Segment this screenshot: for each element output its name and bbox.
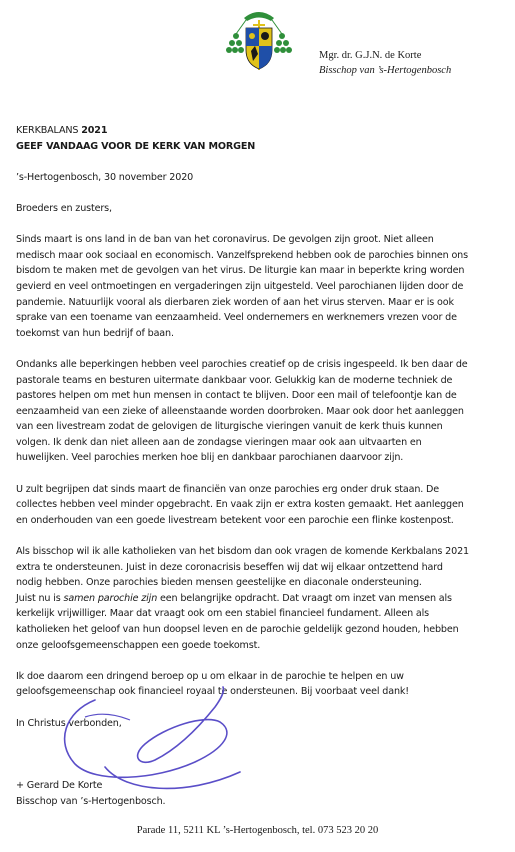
paragraph-line: Sinds maart is ons land in de ban van het coronavirus. De gevolgen zijn groot. Niet alleen [16,234,434,246]
paragraph-line: Als bisschop wil ik alle katholieken van het bisdom dan ook vragen de komende Kerkbalans 2021 [16,546,469,558]
paragraph-line: en onderhouden van een goede livestream betekent voor een parochie een flinke kostenpost. [16,514,454,526]
sender-name: Mgr. dr. G.J.N. de Korte [319,50,422,61]
paragraph-line: pastorale teams en besturen uitermate dankbaar voor. Gelukkig kan de moderne techniek de [16,374,453,386]
paragraph-line: Juist nu is samen parochie zijn een belangrijke opdracht. Dat vraagt om inzet van mensen als [16,592,452,604]
sender-title: Bisschop van ’s-Hertogenbosch [319,65,452,76]
paragraph-line: geloofsgemeenschap ook financieel royaal te ondersteunen. Bij voorbaat veel dank! [16,686,409,698]
paragraph-2 [16,357,506,466]
paragraph-line: medisch maar ook sociaal en economisch. Vanzelfsprekend hebben ook de parochies binnen ons [16,249,468,261]
episcopal-coat-of-arms-icon [222,6,296,78]
place-date: ’s-Hertogenbosch, 30 november 2020 [16,171,194,183]
paragraph-line: onze geloofsgemeenschappen een goede toekomst. [16,639,261,651]
paragraph-line: U zult begrijpen dat sinds maart de financiën van onze parochies erg onder druk staan. De [16,483,440,495]
footer-address: Parade 11, 5211 KL ’s-Hertogenbosch, tel. 073 523 20 20 [136,825,379,836]
paragraph-line: Ik doe daarom een dringend beroep op u om elkaar in de parochie te helpen en uw [16,670,404,682]
salutation: Broeders en zusters, [16,202,112,214]
campaign-title: KERKBALANS 2021 [16,125,108,136]
paragraph-line: bisdom te maken met de gevolgen van het virus. De liturgie kan maar in beperkte kring worden [16,265,465,277]
closing: In Christus verbonden, [16,717,122,729]
paragraph-line: collectes hebben veel minder opgebracht. En vaak zijn er extra kosten gemaakt. Het aanleggen [16,499,464,511]
handwritten-signature-icon [45,672,255,802]
paragraph-line: extra te ondersteunen. Juist in deze coronacrisis beseffen wij dat wij elkaar ontzettend hard [16,561,443,573]
campaign-subtitle: GEEF VANDAAG VOOR DE KERK VAN MORGEN [16,140,256,152]
paragraph-line: gevierd en veel ontmoetingen en vergaderingen zijn uitgesteld. Veel parochianen lijden door de [16,280,464,292]
paragraph-line: sprake van een toename van eenzaamheid. Veel ondernemers en werknemers vrezen voor de [16,312,457,324]
signer-name: + Gerard De Korte [16,779,103,791]
paragraph-line: kerkelijk vrijwilliger. Maar dat vraagt ook om een stabiel financieel fundament. Alleen als [16,608,429,620]
paragraph-line: pandemie. Natuurlijk vooral als dierbaren ziek worden of aan het virus sterven. Maar er is ook [16,296,454,308]
paragraph-3 [16,482,506,529]
paragraph-line: katholieken het geloof van hun doopsel leven en de parochie geldelijk gezond houden, hebben [16,624,459,635]
paragraph-line: toekomst van hun bedrijf of baan. [16,327,174,339]
sender-block [319,48,451,78]
paragraph-line: van een livestream zodat de gelovigen de liturgische vieringen vanuit de kerk thuis kunnen [16,421,443,433]
paragraph-line: nodig hebben. Onze parochies bieden mensen geestelijke en diaconale ondersteuning. [16,577,422,589]
paragraph-line: eenzaamheid van een zieke of alleenstaande worden doorbroken. Maar ook door het aanleggen [16,405,464,417]
emphasis-text: samen parochie zijn [63,592,158,604]
paragraph-4 [16,544,506,653]
paragraph-line: pastores helpen om met hun mensen in contact te blijven. Door een mail of telefoontje kan de [16,390,457,402]
paragraph-line: volgen. Ik denk dan niet alleen aan de zondagse vieringen maar ook aan uitvaarten en [16,436,422,448]
paragraph-1 [16,232,506,341]
signer-title: Bisschop van ’s-Hertogenbosch. [16,795,166,807]
paragraph-line: huwelijken. Veel parochies merken hoe blij en dankbaar parochianen daarvoor zijn. [16,452,404,464]
paragraph-line: Ondanks alle beperkingen hebben veel parochies creatief op de crisis ingespeeld. Ik ben daar de [16,358,468,370]
